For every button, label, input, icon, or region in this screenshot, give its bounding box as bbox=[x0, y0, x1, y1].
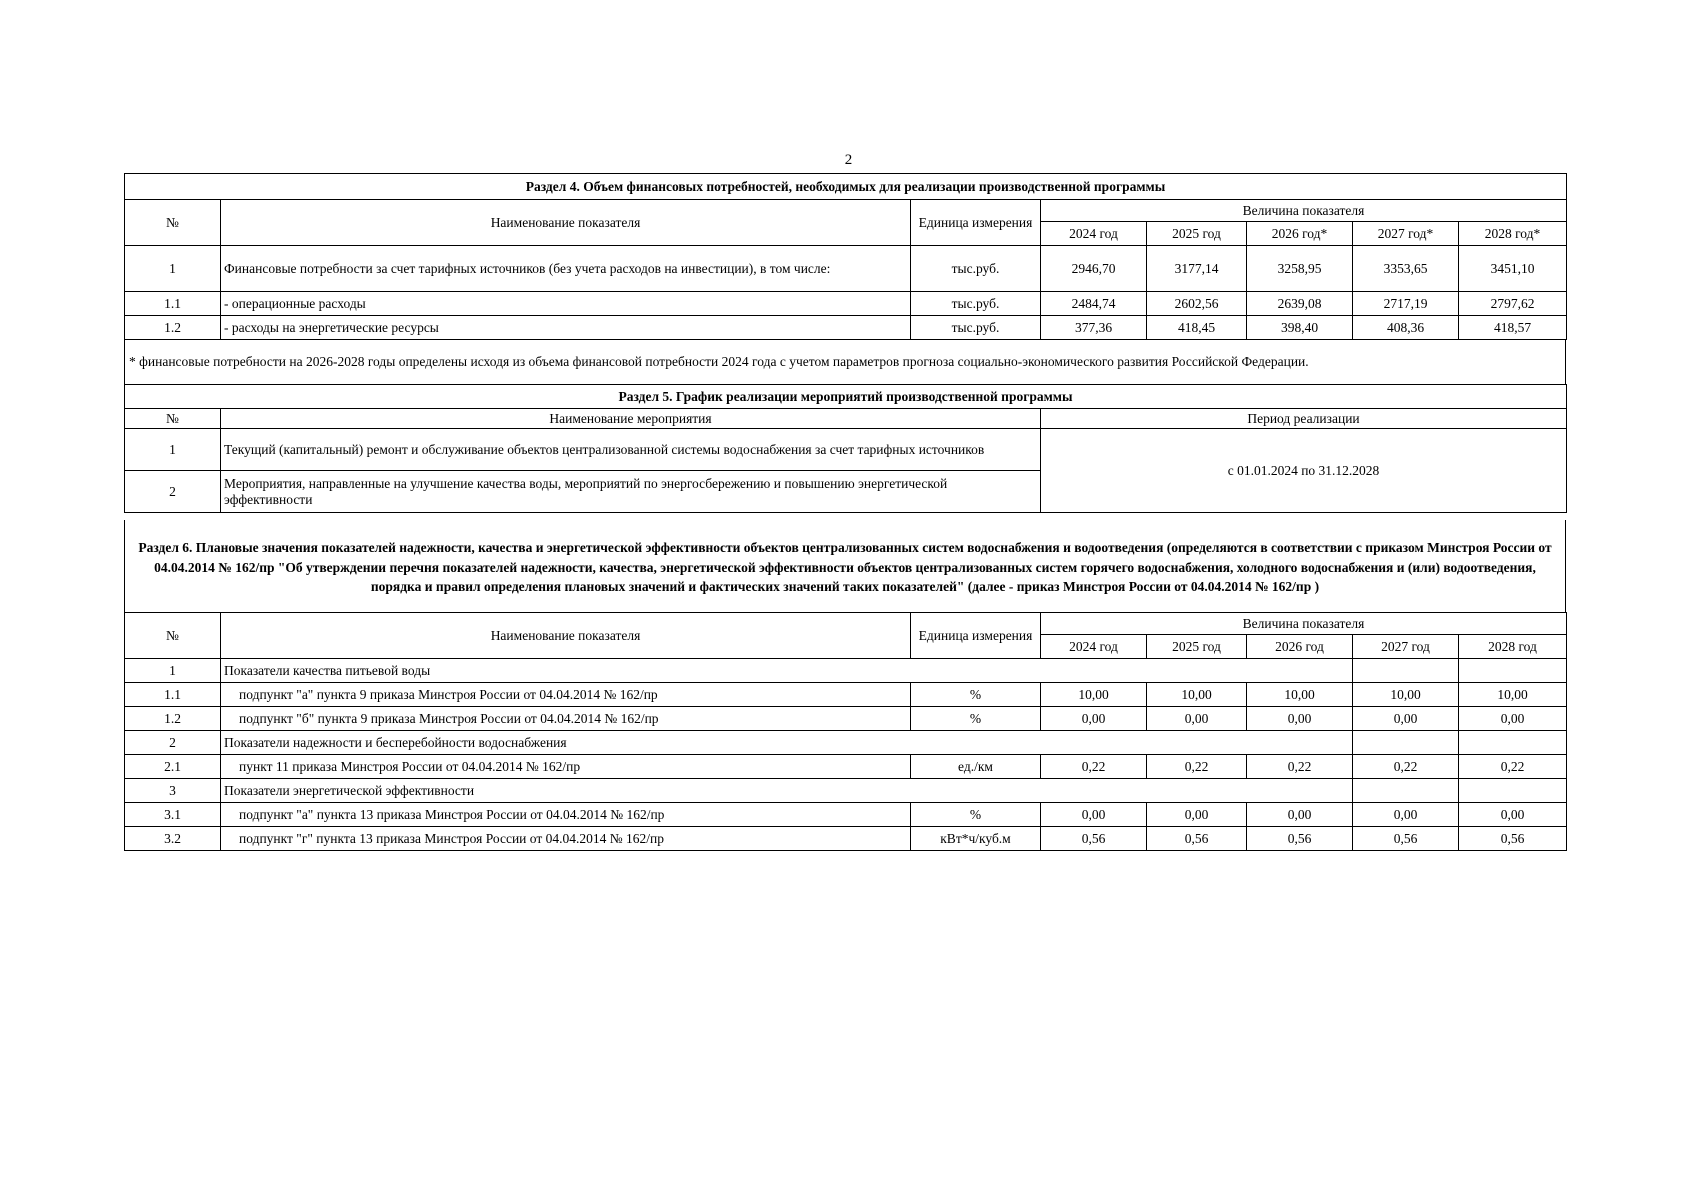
row-name: подпункт "г" пункта 13 приказа Минстроя России от 04.04.2014 № 162/пр bbox=[221, 827, 911, 851]
table-row bbox=[125, 755, 1567, 779]
footnote: * финансовые потребности на 2026-2028 годы определены исходя из объема финансовой потребности 2024 года с учетом параметров прогноза социально-экономического развития Российской Федерации. bbox=[124, 340, 1566, 384]
row-name: подпункт "а" пункта 9 приказа Минстроя России от 04.04.2014 № 162/пр bbox=[221, 683, 911, 707]
row-value: 0,56 bbox=[1459, 827, 1567, 851]
row-value: 398,40 bbox=[1247, 316, 1353, 340]
row-name: Финансовые потребности за счет тарифных источников (без учета расходов на инвестиции), в том числе: bbox=[221, 246, 911, 292]
row-value: 0,00 bbox=[1459, 803, 1567, 827]
table-row bbox=[125, 683, 1567, 707]
row-value: 0,00 bbox=[1353, 707, 1459, 731]
row-value: 0,00 bbox=[1459, 707, 1567, 731]
row-number: 3 bbox=[125, 779, 221, 803]
section4-title: Раздел 4. Объем финансовых потребностей, необходимых для реализации производственной программы bbox=[125, 174, 1567, 200]
year-header: 2024 год bbox=[1041, 222, 1147, 246]
row-value: 3451,10 bbox=[1459, 246, 1567, 292]
section6-title: Раздел 6. Плановые значения показателей надежности, качества и энергетической эффективности объектов централизованных систем водоснабжения и водоотведения (определяются в соответствии с приказом Минстроя России от 04.04.2014 № 162/пр "Об утверждении перечня показателей надежности, качества, энергетической эффективности объектов централизованных систем горячего водоснабжения, холодного водоснабжения и (или) водоотведения, порядка и правил определения плановых значений и фактических значений таких показателей" (далее - приказ Минстроя России от 04.04.2014 № 162/пр ) bbox=[124, 520, 1566, 612]
row-value: 0,00 bbox=[1147, 707, 1247, 731]
year-header: 2028 год bbox=[1459, 635, 1567, 659]
row-number: 1.2 bbox=[125, 316, 221, 340]
table-row bbox=[125, 707, 1567, 731]
row-value: 10,00 bbox=[1247, 683, 1353, 707]
table-row bbox=[125, 429, 1567, 471]
row-value: 3177,14 bbox=[1147, 246, 1247, 292]
row-unit: ед./км bbox=[911, 755, 1041, 779]
col-value-header: Величина показателя bbox=[1041, 613, 1567, 635]
row-value: 418,57 bbox=[1459, 316, 1567, 340]
row-value: 3258,95 bbox=[1247, 246, 1353, 292]
row-number: 2 bbox=[125, 731, 221, 755]
row-value: 0,22 bbox=[1147, 755, 1247, 779]
col-name-header: Наименование мероприятия bbox=[221, 409, 1041, 429]
row-value: 0,00 bbox=[1353, 803, 1459, 827]
table-row bbox=[125, 659, 1567, 683]
group-name: Показатели энергетической эффективности bbox=[221, 779, 1353, 803]
table-row bbox=[125, 292, 1567, 316]
col-unit-header: Единица измерения bbox=[911, 200, 1041, 246]
row-value: 0,00 bbox=[1247, 803, 1353, 827]
row-name: - операционные расходы bbox=[221, 292, 911, 316]
col-no-header: № bbox=[125, 613, 221, 659]
row-number: 1.1 bbox=[125, 292, 221, 316]
row-value: 0,22 bbox=[1353, 755, 1459, 779]
table-row bbox=[125, 731, 1567, 755]
row-value: 0,22 bbox=[1041, 755, 1147, 779]
row-name: - расходы на энергетические ресурсы bbox=[221, 316, 911, 340]
year-header: 2028 год* bbox=[1459, 222, 1567, 246]
group-name: Показатели надежности и бесперебойности водоснабжения bbox=[221, 731, 1353, 755]
row-value: 0,00 bbox=[1247, 707, 1353, 731]
group-name: Показатели качества питьевой воды bbox=[221, 659, 1353, 683]
row-value: 10,00 bbox=[1459, 683, 1567, 707]
page-number: 2 bbox=[844, 152, 853, 168]
empty-cell bbox=[1459, 779, 1567, 803]
row-value: 2946,70 bbox=[1041, 246, 1147, 292]
section5-title: Раздел 5. График реализации мероприятий производственной программы bbox=[125, 385, 1567, 409]
year-header: 2026 год bbox=[1247, 635, 1353, 659]
row-value: 0,56 bbox=[1353, 827, 1459, 851]
year-header: 2025 год bbox=[1147, 635, 1247, 659]
row-unit: % bbox=[911, 683, 1041, 707]
empty-cell bbox=[1353, 779, 1459, 803]
schedule-table bbox=[124, 384, 1567, 513]
row-value: 2602,56 bbox=[1147, 292, 1247, 316]
row-value: 0,22 bbox=[1247, 755, 1353, 779]
row-value: 2484,74 bbox=[1041, 292, 1147, 316]
row-number: 3.1 bbox=[125, 803, 221, 827]
row-name: пункт 11 приказа Минстроя России от 04.04.2014 № 162/пр bbox=[221, 755, 911, 779]
row-value: 0,56 bbox=[1247, 827, 1353, 851]
col-period-header: Период реализации bbox=[1041, 409, 1567, 429]
row-unit: тыс.руб. bbox=[911, 292, 1041, 316]
row-number: 1 bbox=[125, 429, 221, 471]
row-value: 0,00 bbox=[1041, 707, 1147, 731]
row-value: 0,56 bbox=[1041, 827, 1147, 851]
col-unit-header: Единица измерения bbox=[911, 613, 1041, 659]
year-header: 2027 год bbox=[1353, 635, 1459, 659]
col-name-header: Наименование показателя bbox=[221, 613, 911, 659]
year-header: 2024 год bbox=[1041, 635, 1147, 659]
row-value: 0,56 bbox=[1147, 827, 1247, 851]
table-row bbox=[125, 246, 1567, 292]
row-number: 3.2 bbox=[125, 827, 221, 851]
row-value: 0,00 bbox=[1041, 803, 1147, 827]
row-unit: % bbox=[911, 707, 1041, 731]
table-row bbox=[125, 827, 1567, 851]
row-number: 1.1 bbox=[125, 683, 221, 707]
financial-needs-table bbox=[124, 173, 1567, 340]
row-name: подпункт "б" пункта 9 приказа Минстроя России от 04.04.2014 № 162/пр bbox=[221, 707, 911, 731]
row-value: 2639,08 bbox=[1247, 292, 1353, 316]
empty-cell bbox=[1459, 731, 1567, 755]
col-value-header: Величина показателя bbox=[1041, 200, 1567, 222]
row-number: 2.1 bbox=[125, 755, 221, 779]
row-unit: тыс.руб. bbox=[911, 246, 1041, 292]
year-header: 2026 год* bbox=[1247, 222, 1353, 246]
row-number: 1 bbox=[125, 659, 221, 683]
row-number: 1 bbox=[125, 246, 221, 292]
row-value: 418,45 bbox=[1147, 316, 1247, 340]
table-row bbox=[125, 779, 1567, 803]
col-name-header: Наименование показателя bbox=[221, 200, 911, 246]
table-row bbox=[125, 316, 1567, 340]
row-value: 10,00 bbox=[1041, 683, 1147, 707]
row-value: 3353,65 bbox=[1353, 246, 1459, 292]
row-value: 0,22 bbox=[1459, 755, 1567, 779]
row-value: 2717,19 bbox=[1353, 292, 1459, 316]
year-header: 2027 год* bbox=[1353, 222, 1459, 246]
period-cell: с 01.01.2024 по 31.12.2028 bbox=[1041, 429, 1567, 513]
row-name: подпункт "а" пункта 13 приказа Минстроя России от 04.04.2014 № 162/пр bbox=[221, 803, 911, 827]
row-unit: кВт*ч/куб.м bbox=[911, 827, 1041, 851]
col-no-header: № bbox=[125, 200, 221, 246]
row-value: 0,00 bbox=[1147, 803, 1247, 827]
empty-cell bbox=[1353, 731, 1459, 755]
year-header: 2025 год bbox=[1147, 222, 1247, 246]
row-value: 10,00 bbox=[1147, 683, 1247, 707]
row-value: 10,00 bbox=[1353, 683, 1459, 707]
table-row bbox=[125, 803, 1567, 827]
row-number: 1.2 bbox=[125, 707, 221, 731]
row-value: 377,36 bbox=[1041, 316, 1147, 340]
row-value: 408,36 bbox=[1353, 316, 1459, 340]
row-name: Текущий (капитальный) ремонт и обслуживание объектов централизованной системы водоснабжения за счет тарифных источников bbox=[221, 429, 1041, 471]
row-name: Мероприятия, направленные на улучшение качества воды, мероприятий по энергосбережению и повышению энергетической эффективности bbox=[221, 471, 1041, 513]
empty-cell bbox=[1459, 659, 1567, 683]
col-no-header: № bbox=[125, 409, 221, 429]
row-unit: % bbox=[911, 803, 1041, 827]
indicators-table bbox=[124, 612, 1567, 851]
empty-cell bbox=[1353, 659, 1459, 683]
row-value: 2797,62 bbox=[1459, 292, 1567, 316]
row-number: 2 bbox=[125, 471, 221, 513]
row-unit: тыс.руб. bbox=[911, 316, 1041, 340]
